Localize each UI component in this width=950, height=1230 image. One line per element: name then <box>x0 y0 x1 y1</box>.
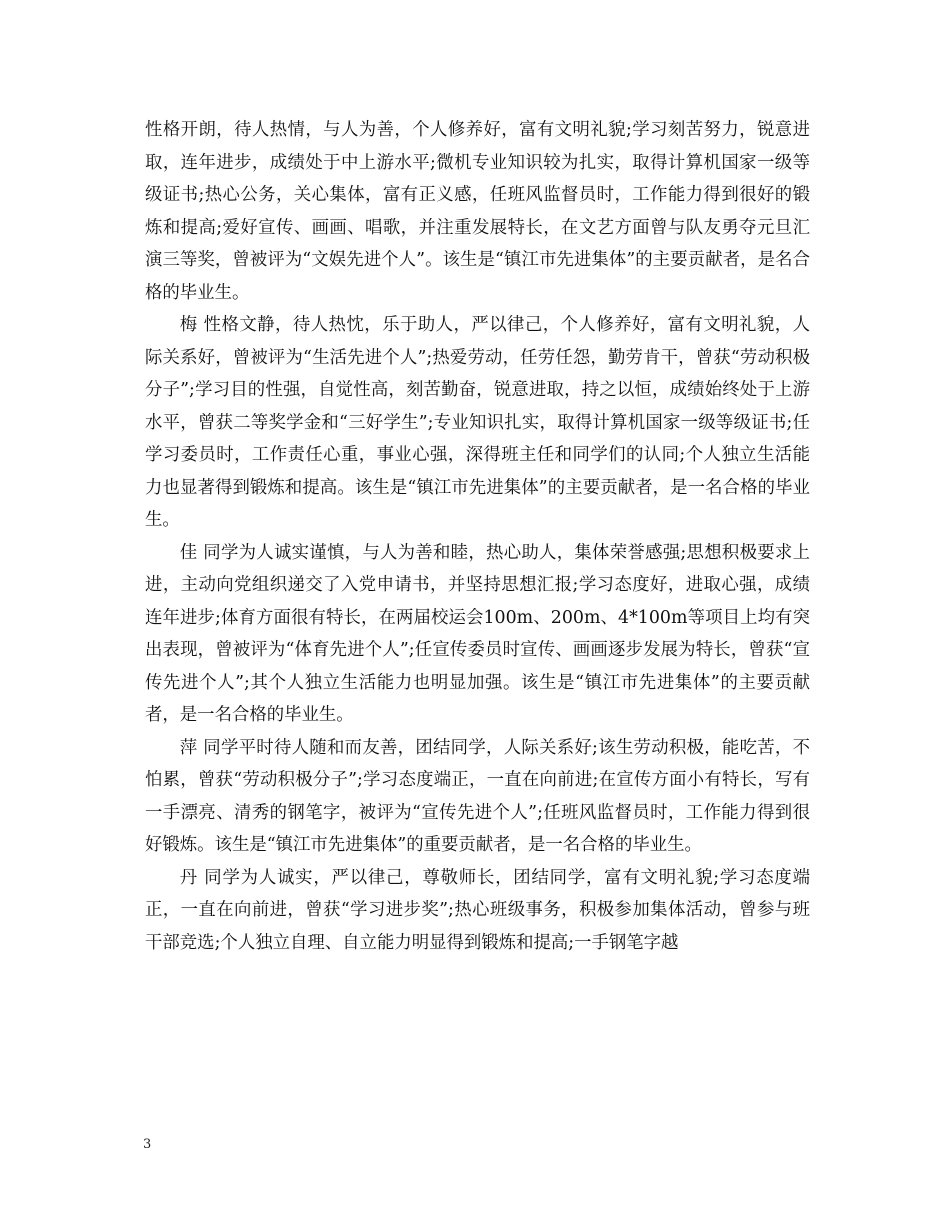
paragraph-3: 佳 同学为人诚实谨慎，与人为善和睦，热心助人，集体荣誉感强;思想积极要求上进，主动向党组织递交了入党申请书，并坚持思想汇报;学习态度好，进取心强，成绩连年进步;体育方面很有特长，在两届校运会100m、200m、4*100m等项目上均有突出表现，曾被评为“体育先进个人”;任宣传委员时宣传、画画逐步发展为特长，曾获“宣传先进个人”;其个人独立生活能力也明显加强。该生是“镇江市先进集体”的主要贡献者，是一名合格的毕业生。 <box>145 542 810 725</box>
paragraph-2: 梅 性格文静，待人热忱，乐于助人，严以律己，个人修养好，富有文明礼貌，人际关系好，曾被评为“生活先进个人”;热爱劳动，任劳任怨，勤劳肯干，曾获“劳动积极分子”;学习目的性强，自觉性高，刻苦勤奋，锐意进取，持之以恒，成绩始终处于上游水平，曾获二等奖学金和“三好学生”;专业知识扎实，取得计算机国家一级等级证书;任学习委员时，工作责任心重，事业心强，深得班主任和同学们的认同;个人独立生活能力也显著得到锻炼和提高。该生是“镇江市先进集体”的主要贡献者，是一名合格的毕业生。 <box>145 315 810 530</box>
paragraph-5: 丹 同学为人诚实，严以律己，尊敬师长，团结同学，富有文明礼貌;学习态度端正，一直在向前进，曾获“学习进步奖”;热心班级事务，积极参加集体活动，曾参与班干部竞选;个人独立自理、自立能力明显得到锻炼和提高;一手钢笔字越 <box>145 867 810 953</box>
page-number: 3 <box>143 1137 152 1152</box>
paragraph-1: 性格开朗，待人热情，与人为善，个人修养好，富有文明礼貌;学习刻苦努力，锐意进取，连年进步，成绩处于中上游水平;微机专业知识较为扎实，取得计算机国家一级等级证书;热心公务，关心集体，富有正义感，任班风监督员时，工作能力得到很好的锻炼和提高;爱好宣传、画画、唱歌，并注重发展特长，在文艺方面曾与队友勇夺元旦汇演三等奖，曾被评为“文娱先进个人”。该生是“镇江市先进集体”的主要贡献者，是名合格的毕业生。 <box>145 120 810 303</box>
document-body <box>145 114 810 959</box>
paragraph-4: 萍 同学平时待人随和而友善，团结同学，人际关系好;该生劳动积极，能吃苦，不怕累，曾获“劳动积极分子”;学习态度端正，一直在向前进;在宣传方面小有特长，写有一手漂亮、清秀的钢笔字，被评为“宣传先进个人”;任班风监督员时，工作能力得到很好锻炼。该生是“镇江市先进集体”的重要贡献者，是一名合格的毕业生。 <box>145 737 810 855</box>
